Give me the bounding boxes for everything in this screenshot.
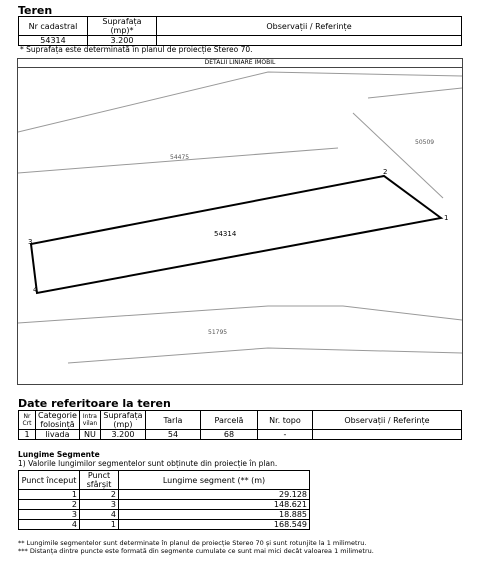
neighbor-boundary-50509-upper: [368, 88, 462, 98]
segments-table: [18, 470, 310, 530]
cell-start: 3: [19, 510, 80, 520]
header-categorie: Categorie folosință: [36, 411, 80, 430]
cell-tarla: 54: [145, 430, 200, 440]
cell-nr-cadastral: 54314: [19, 36, 88, 46]
header-parcela: Parcelă: [200, 411, 257, 430]
cell-end: 3: [80, 500, 119, 510]
map-drawing: [18, 68, 462, 384]
cell-end: 4: [80, 510, 119, 520]
header-intravilan: Intra vilan: [79, 411, 100, 430]
parcel-label: 54314: [214, 230, 237, 238]
segments-note: 1) Valorile lungimilor segmentelor sunt obținute din proiecție în plan.: [18, 459, 278, 468]
point-label-3: 3: [28, 238, 33, 246]
cell-parcela: 68: [200, 430, 257, 440]
cell-end: 1: [80, 520, 119, 530]
cell-intravilan: NU: [79, 430, 100, 440]
point-label-1: 1: [444, 214, 449, 222]
refs-table: [18, 410, 462, 440]
teren-table: [18, 16, 462, 46]
cell-length: 29.128: [119, 490, 310, 500]
cell-observatii: [157, 36, 462, 46]
segments-title: Lungime Segmente: [18, 450, 100, 459]
neighbor-label-50509: 50509: [415, 139, 435, 146]
header-nr-topo: Nr. topo: [257, 411, 312, 430]
cell-length: 18.885: [119, 510, 310, 520]
table-row: [19, 510, 310, 520]
point-label-2: 2: [383, 168, 388, 176]
segments-footnote-1: ** Lungimile segmentelor sunt determinate în planul de proiecție Stereo 70 și sunt rotunjite la 1 milimetru.: [18, 539, 367, 547]
teren-footnote: * Suprafața este determinată în planul de proiecție Stereo 70.: [20, 45, 253, 54]
header-punct-sfarsit: Punct sfârșit: [80, 471, 119, 490]
cell-start: 1: [19, 490, 80, 500]
neighbor-label-51795: 51795: [208, 329, 228, 336]
header-tarla: Tarla: [145, 411, 200, 430]
cell-length: 148.621: [119, 500, 310, 510]
header-suprafata-ref: Suprafața (mp): [100, 411, 145, 430]
cell-nr-crt: 1: [19, 430, 36, 440]
neighbor-boundary-51795: [18, 306, 462, 323]
cell-categorie: livada: [36, 430, 80, 440]
table-row: [19, 490, 310, 500]
cell-length: 168.549: [119, 520, 310, 530]
refs-title: Date referitoare la teren: [18, 397, 171, 410]
table-row: [19, 520, 310, 530]
cell-start: 4: [19, 520, 80, 530]
cell-suprafata-ref: 3.200: [100, 430, 145, 440]
neighbor-label-54475: 54475: [170, 154, 190, 161]
cell-suprafata: 3.200: [88, 36, 157, 46]
neighbor-boundary-51795-lower: [68, 348, 462, 363]
cell-nr-topo: -: [257, 430, 312, 440]
neighbor-boundary-54475: [18, 72, 462, 132]
segments-footnote-2: *** Distanța dintre puncte este formată din segmente cumulate ce sunt mai mici decât valoarea 1 milimetru.: [18, 547, 374, 555]
point-label-4: 4: [33, 286, 38, 294]
header-suprafata: Suprafața (mp)*: [88, 17, 157, 36]
cell-end: 2: [80, 490, 119, 500]
cell-start: 2: [19, 500, 80, 510]
header-nr-cadastral: Nr cadastral: [19, 17, 88, 36]
header-lungime: Lungime segment (** (m): [119, 471, 310, 490]
teren-title: Teren: [18, 4, 53, 17]
parcel-map: [17, 58, 463, 385]
header-punct-inceput: Punct început: [19, 471, 80, 490]
table-row: [19, 500, 310, 510]
header-observatii-ref: Observații / Referințe: [312, 411, 461, 430]
header-nr-crt: Nr Crt: [19, 411, 36, 430]
cell-observatii-ref: [312, 430, 461, 440]
map-header: DETALII LINIARE IMOBIL: [18, 59, 462, 68]
header-observatii: Observații / Referințe: [157, 17, 462, 36]
